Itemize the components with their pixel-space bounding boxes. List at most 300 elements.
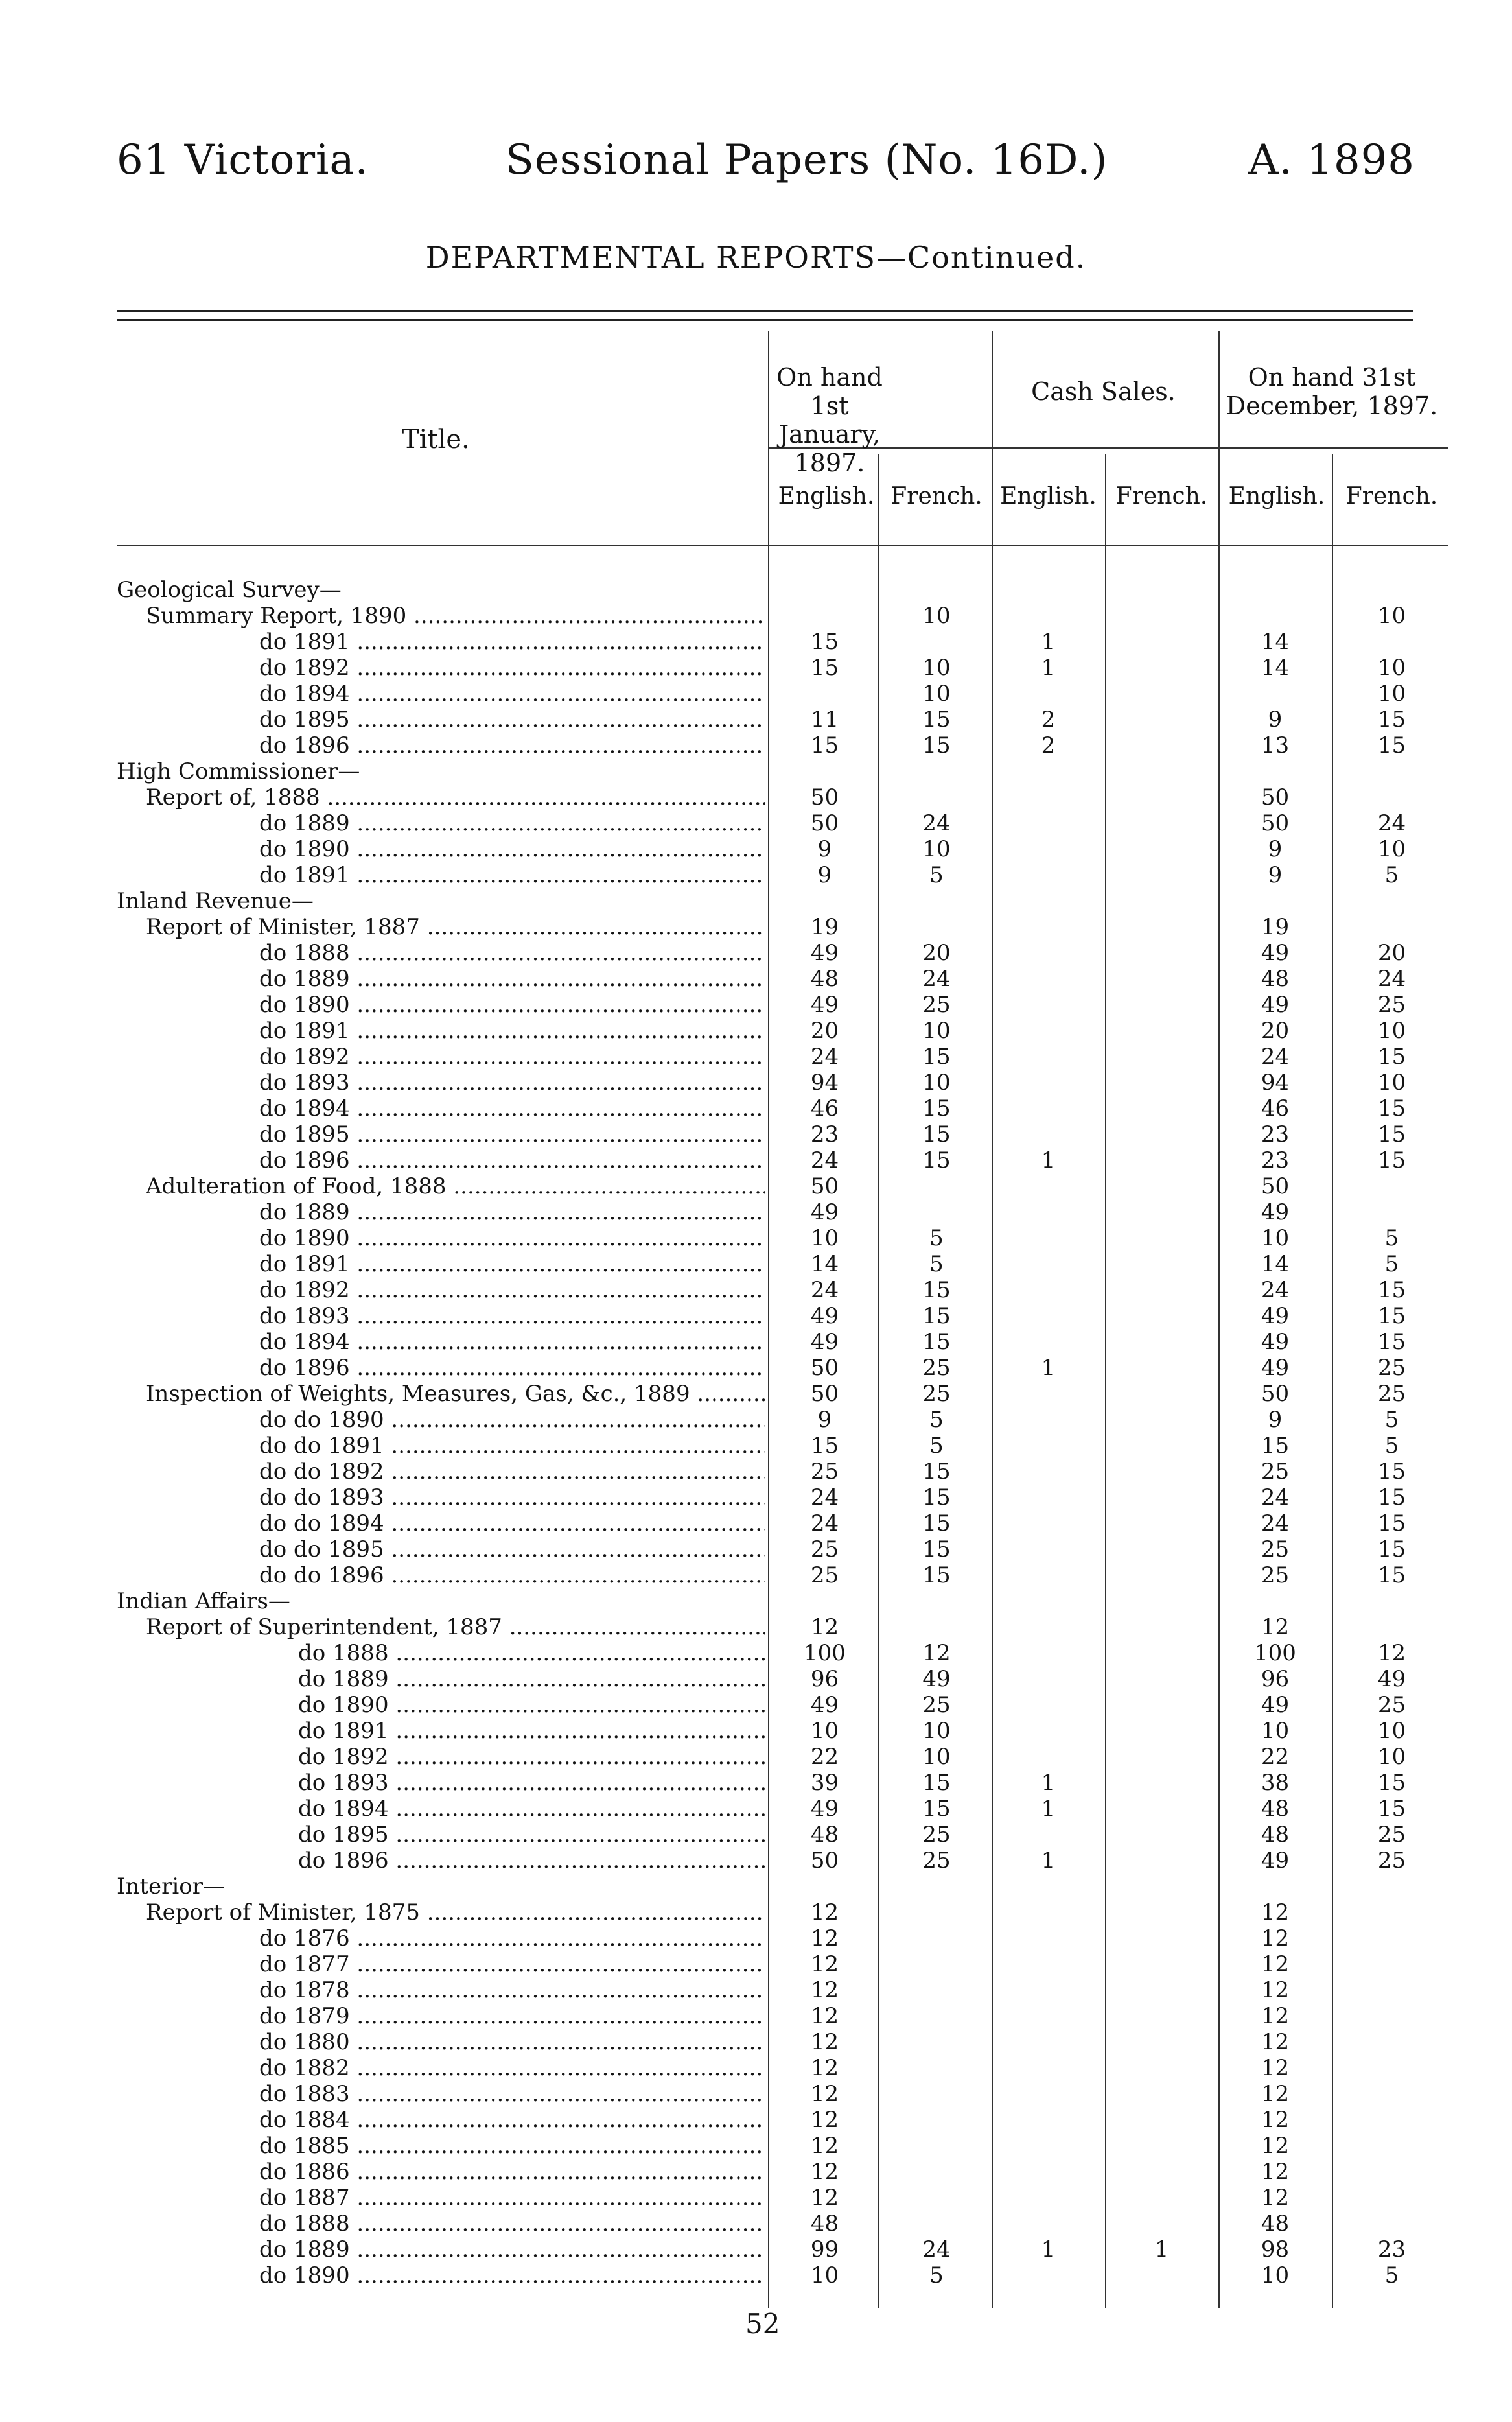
- table-row: [117, 888, 1413, 914]
- table-cell: 15: [1377, 1796, 1406, 1822]
- table-cell: 10: [1261, 2263, 1290, 2288]
- table-cell: 48: [1261, 1822, 1290, 1848]
- table-cell: 48: [1261, 966, 1290, 992]
- table-row: [117, 1199, 1413, 1225]
- report-title: do 1894 .....: [259, 1096, 765, 1122]
- table-cell: 24: [1261, 1044, 1290, 1070]
- table-row: [117, 733, 1413, 758]
- report-title: do 1891 .....: [298, 1718, 765, 1744]
- table-cell: 25: [922, 1692, 951, 1718]
- report-title: do 1889 .....: [259, 2237, 765, 2263]
- table-cell: 24: [1261, 1485, 1290, 1511]
- report-title: do 1890 .....: [259, 836, 765, 862]
- table-cell: 10: [922, 1018, 951, 1044]
- report-title: do 1888 .....: [298, 1640, 765, 1666]
- table-row: [117, 1407, 1413, 1433]
- table-cell: 12: [1261, 2159, 1290, 2185]
- table-cell: 9: [817, 862, 832, 888]
- table-cell: 10: [922, 655, 951, 681]
- table-cell: 12: [1261, 1899, 1290, 1925]
- table-cell: 25: [922, 1355, 951, 1381]
- table-cell: 50: [810, 1381, 839, 1407]
- table-cell: 15: [1377, 707, 1406, 733]
- table-cell: 5: [1384, 1225, 1399, 1251]
- table-row: [117, 1277, 1413, 1303]
- table-cell: 14: [1261, 629, 1290, 655]
- table-cell: 50: [810, 810, 839, 836]
- table-cell: 25: [922, 1848, 951, 1874]
- table-cell: 25: [1377, 1692, 1406, 1718]
- table-cell: 49: [810, 1303, 839, 1329]
- table-cell: 1: [1041, 629, 1056, 655]
- table-cell: 1: [1041, 1770, 1056, 1796]
- report-title: do 1891 .....: [259, 1018, 765, 1044]
- table-row: [117, 1070, 1413, 1096]
- table-cell: 100: [804, 1640, 846, 1666]
- table-row: [117, 1485, 1413, 1511]
- table-cell: 50: [1261, 1381, 1290, 1407]
- sub-french-2: French.: [1115, 483, 1208, 510]
- table-cell: 25: [922, 1822, 951, 1848]
- top-rule: [117, 310, 1413, 312]
- table-cell: 12: [810, 1977, 839, 2003]
- table-cell: 49: [1261, 992, 1290, 1018]
- table-cell: 10: [922, 1070, 951, 1096]
- table-cell: 15: [922, 1459, 951, 1485]
- table-cell: 5: [929, 1407, 944, 1433]
- table-row: [117, 1329, 1413, 1355]
- table-row: [117, 1251, 1413, 1277]
- report-title: do 1890 .....: [259, 2263, 765, 2288]
- table-row: [117, 707, 1413, 733]
- table-cell: 96: [1261, 1666, 1290, 1692]
- table-row: [117, 655, 1413, 681]
- table-cell: 15: [810, 629, 839, 655]
- table-cell: 15: [1377, 1303, 1406, 1329]
- table-cell: 10: [1377, 603, 1406, 629]
- table-row: [117, 992, 1413, 1018]
- report-title: do 1890 .....: [259, 1225, 765, 1251]
- table-cell: 48: [810, 1822, 839, 1848]
- report-title: do 1892 .....: [298, 1744, 765, 1770]
- table-cell: 24: [922, 2237, 951, 2263]
- table-cell: 5: [1384, 1251, 1399, 1277]
- table-row: [117, 2081, 1413, 2107]
- table-cell: 12: [810, 2003, 839, 2029]
- table-cell: 13: [1261, 733, 1290, 758]
- table-row: [117, 914, 1413, 940]
- table-cell: 5: [1384, 1407, 1399, 1433]
- table-cell: 25: [1377, 992, 1406, 1018]
- table-row: [117, 1744, 1413, 1770]
- table-cell: 12: [1261, 1977, 1290, 2003]
- report-title: do 1890 .....: [259, 992, 765, 1018]
- table-cell: 15: [922, 1511, 951, 1536]
- table-cell: 99: [810, 2237, 839, 2263]
- section-heading: High Commissioner—: [117, 758, 360, 784]
- table-cell: 5: [929, 1433, 944, 1459]
- table-cell: 12: [810, 2029, 839, 2055]
- table-cell: 12: [1261, 2133, 1290, 2159]
- section-heading: Indian Affairs—: [117, 1588, 290, 1614]
- table-cell: 19: [810, 914, 839, 940]
- table-cell: 5: [1384, 2263, 1399, 2288]
- table-cell: 15: [1377, 1485, 1406, 1511]
- table-cell: 10: [922, 603, 951, 629]
- table-cell: 24: [810, 1147, 839, 1173]
- table-row: [117, 1147, 1413, 1173]
- table-cell: 14: [810, 1251, 839, 1277]
- table-cell: 12: [810, 2133, 839, 2159]
- table-cell: 15: [922, 1044, 951, 1070]
- table-cell: 25: [922, 1381, 951, 1407]
- table-cell: 9: [1268, 836, 1283, 862]
- table-cell: 15: [1377, 1147, 1406, 1173]
- table-cell: 14: [1261, 655, 1290, 681]
- report-title: Report of Superintendent, 1887 .....: [146, 1614, 765, 1640]
- table-cell: 12: [1261, 2029, 1290, 2055]
- table-row: [117, 1018, 1413, 1044]
- table-cell: 15: [1377, 733, 1406, 758]
- table-cell: 15: [922, 733, 951, 758]
- report-title: do 1889 .....: [259, 966, 765, 992]
- table-cell: 20: [1377, 940, 1406, 966]
- table-cell: 12: [1261, 2003, 1290, 2029]
- table-cell: 48: [1261, 2211, 1290, 2237]
- table-cell: 23: [1261, 1147, 1290, 1173]
- report-title: do 1889 .....: [259, 1199, 765, 1225]
- table-cell: 14: [1261, 1251, 1290, 1277]
- table-row: [117, 1433, 1413, 1459]
- page-number: 52: [745, 2308, 780, 2340]
- table-cell: 49: [1377, 1666, 1406, 1692]
- table-cell: 15: [922, 1303, 951, 1329]
- table-row: [117, 1225, 1413, 1251]
- col-on-hand-31st: On hand 31st December, 1897.: [1226, 363, 1438, 420]
- table-cell: 5: [929, 1225, 944, 1251]
- table-row: [117, 1899, 1413, 1925]
- table-cell: 12: [1261, 2055, 1290, 2081]
- table-cell: 15: [922, 1536, 951, 1562]
- table-cell: 49: [1261, 1199, 1290, 1225]
- table-cell: 15: [810, 655, 839, 681]
- table-cell: 50: [810, 1848, 839, 1874]
- table-cell: 15: [1377, 1562, 1406, 1588]
- table-cell: 12: [810, 2055, 839, 2081]
- report-title: do 1879 .....: [259, 2003, 765, 2029]
- table-cell: 12: [922, 1640, 951, 1666]
- table-cell: 2: [1041, 733, 1056, 758]
- report-title: do do 1896 .....: [259, 1562, 765, 1588]
- table-row: [117, 1044, 1413, 1070]
- table-cell: 25: [810, 1459, 839, 1485]
- table-cell: 10: [1377, 836, 1406, 862]
- report-title: do 1888 .....: [259, 2211, 765, 2237]
- sub-english-3: English.: [1228, 483, 1325, 510]
- table-cell: 50: [810, 1355, 839, 1381]
- col-cash-sales: Cash Sales.: [1031, 377, 1176, 406]
- table-cell: 1: [1041, 1848, 1056, 1874]
- table-cell: 50: [1261, 1173, 1290, 1199]
- table-cell: 15: [810, 1433, 839, 1459]
- table-cell: 10: [1377, 1070, 1406, 1096]
- table-cell: 25: [1377, 1355, 1406, 1381]
- report-title: do 1882 .....: [259, 2055, 765, 2081]
- table-cell: 24: [810, 1277, 839, 1303]
- header-session: 61 Victoria.: [117, 136, 369, 184]
- table-cell: 24: [810, 1485, 839, 1511]
- report-title: do 1893 .....: [259, 1303, 765, 1329]
- report-title: do 1896 .....: [259, 1147, 765, 1173]
- table-row: [117, 1459, 1413, 1485]
- table-cell: 12: [1261, 1614, 1290, 1640]
- table-cell: 10: [1261, 1225, 1290, 1251]
- table-cell: 23: [1377, 2237, 1406, 2263]
- report-title: do 1888 .....: [259, 940, 765, 966]
- table-cell: 24: [810, 1511, 839, 1536]
- report-title: do 1895 .....: [259, 707, 765, 733]
- table-cell: 15: [922, 1096, 951, 1122]
- table-cell: 15: [810, 733, 839, 758]
- table-cell: 12: [1261, 2081, 1290, 2107]
- table-cell: 25: [1261, 1459, 1290, 1485]
- table-row: [117, 836, 1413, 862]
- table-cell: 25: [1261, 1536, 1290, 1562]
- table-cell: 49: [810, 940, 839, 966]
- report-title: do 1894 .....: [298, 1796, 765, 1822]
- table-row: [117, 2159, 1413, 2185]
- header-title: Sessional Papers (No. 16D.): [506, 136, 1108, 184]
- header-year: A. 1898: [1248, 136, 1415, 184]
- table-row: [117, 2211, 1413, 2237]
- report-title: do 1886 .....: [259, 2159, 765, 2185]
- table-cell: 5: [1384, 1433, 1399, 1459]
- table-cell: 39: [810, 1770, 839, 1796]
- report-title: do 1884 .....: [259, 2107, 765, 2133]
- table-cell: 10: [922, 1744, 951, 1770]
- table-cell: 12: [1261, 2185, 1290, 2211]
- report-title: Report of Minister, 1875 .....: [146, 1899, 765, 1925]
- table-cell: 12: [810, 2185, 839, 2211]
- table-row: [117, 2107, 1413, 2133]
- report-title: Inspection of Weights, Measures, Gas, &c., 1889 .....: [146, 1381, 765, 1407]
- table-cell: 38: [1261, 1770, 1290, 1796]
- table-cell: 25: [810, 1562, 839, 1588]
- table-cell: 9: [1268, 1407, 1283, 1433]
- table-row: [117, 1848, 1413, 1874]
- table-cell: 15: [1377, 1536, 1406, 1562]
- table-row: [117, 1925, 1413, 1951]
- table-cell: 1: [1041, 1796, 1056, 1822]
- table-cell: 49: [1261, 1329, 1290, 1355]
- table-cell: 98: [1261, 2237, 1290, 2263]
- table-cell: 1: [1041, 1147, 1056, 1173]
- table-cell: 20: [922, 940, 951, 966]
- table-row: [117, 1562, 1413, 1588]
- report-title: do 1891 .....: [259, 862, 765, 888]
- table-row: [117, 1536, 1413, 1562]
- table-cell: 10: [810, 1225, 839, 1251]
- table-cell: 10: [810, 2263, 839, 2288]
- table-cell: 10: [810, 1718, 839, 1744]
- table-cell: 9: [1268, 862, 1283, 888]
- table-cell: 24: [810, 1044, 839, 1070]
- table-cell: 24: [1377, 810, 1406, 836]
- report-title: do do 1890 .....: [259, 1407, 765, 1433]
- table-cell: 25: [922, 992, 951, 1018]
- table-cell: 94: [1261, 1070, 1290, 1096]
- table-cell: 25: [1377, 1381, 1406, 1407]
- table-row: [117, 2237, 1413, 2263]
- table-cell: 46: [1261, 1096, 1290, 1122]
- table-cell: 25: [1261, 1562, 1290, 1588]
- table-cell: 12: [1261, 2107, 1290, 2133]
- table-cell: 15: [1377, 1277, 1406, 1303]
- table-cell: 48: [1261, 1796, 1290, 1822]
- table-cell: 10: [922, 1718, 951, 1744]
- table-cell: 11: [810, 707, 839, 733]
- table-cell: 12: [810, 1614, 839, 1640]
- table-cell: 10: [922, 836, 951, 862]
- report-title: do 1878 .....: [259, 1977, 765, 2003]
- table-cell: 9: [817, 1407, 832, 1433]
- report-title: Report of, 1888 .....: [146, 784, 765, 810]
- table-cell: 5: [929, 1251, 944, 1277]
- table-cell: 10: [1377, 1018, 1406, 1044]
- table-cell: 12: [1261, 1951, 1290, 1977]
- report-title: do 1895 .....: [259, 1122, 765, 1147]
- table-row: [117, 1692, 1413, 1718]
- table-cell: 15: [922, 1485, 951, 1511]
- report-title: do 1892 .....: [259, 1044, 765, 1070]
- table-cell: 15: [1377, 1770, 1406, 1796]
- report-title: do do 1892 .....: [259, 1459, 765, 1485]
- table-cell: 2: [1041, 707, 1056, 733]
- table-row: [117, 2055, 1413, 2081]
- top-rule-2: [117, 319, 1413, 321]
- table-row: [117, 810, 1413, 836]
- table-row: [117, 1511, 1413, 1536]
- table-cell: 49: [1261, 940, 1290, 966]
- table-row: [117, 577, 1413, 603]
- table-row: [117, 1951, 1413, 1977]
- table-cell: 10: [922, 681, 951, 707]
- table-cell: 15: [1377, 1044, 1406, 1070]
- table-row: [117, 1874, 1413, 1899]
- table-row: [117, 603, 1413, 629]
- report-title: do 1895 .....: [298, 1822, 765, 1848]
- table-cell: 10: [1261, 1718, 1290, 1744]
- table-row: [117, 940, 1413, 966]
- table-cell: 5: [1384, 862, 1399, 888]
- table-row: [117, 758, 1413, 784]
- section-heading: Geological Survey—: [117, 577, 342, 603]
- report-title: do 1894 .....: [259, 1329, 765, 1355]
- table-row: [117, 1614, 1413, 1640]
- table-cell: 48: [810, 2211, 839, 2237]
- table-row: [117, 1122, 1413, 1147]
- report-title: do 1891 .....: [259, 629, 765, 655]
- table-cell: 24: [1261, 1277, 1290, 1303]
- table-cell: 1: [1041, 1355, 1056, 1381]
- sub-french-3: French.: [1345, 483, 1438, 510]
- table-cell: 94: [810, 1070, 839, 1096]
- table-cell: 12: [810, 2159, 839, 2185]
- table-cell: 49: [810, 1692, 839, 1718]
- table-cell: 96: [810, 1666, 839, 1692]
- table-cell: 22: [810, 1744, 839, 1770]
- table-cell: 1: [1041, 2237, 1056, 2263]
- report-title: do 1896 .....: [259, 733, 765, 758]
- table-cell: 24: [922, 810, 951, 836]
- table-row: [117, 862, 1413, 888]
- report-title: do 1892 .....: [259, 1277, 765, 1303]
- table-row: [117, 1303, 1413, 1329]
- table-cell: 50: [1261, 810, 1290, 836]
- table-row: [117, 1666, 1413, 1692]
- col-title: Title.: [402, 425, 470, 454]
- table-cell: 9: [817, 836, 832, 862]
- table-cell: 15: [922, 1122, 951, 1147]
- table-cell: 50: [810, 1173, 839, 1199]
- hline-header-bottom: [117, 545, 1448, 546]
- table-cell: 10: [1377, 1718, 1406, 1744]
- table-cell: 15: [1377, 1511, 1406, 1536]
- table-cell: 15: [1377, 1459, 1406, 1485]
- report-title: do 1889 .....: [259, 810, 765, 836]
- table-cell: 15: [922, 1147, 951, 1173]
- report-title: do 1894 .....: [259, 681, 765, 707]
- table-cell: 15: [922, 1796, 951, 1822]
- report-title: do 1896 .....: [259, 1355, 765, 1381]
- section-heading: Inland Revenue—: [117, 888, 314, 914]
- table-cell: 49: [1261, 1355, 1290, 1381]
- table-cell: 12: [1377, 1640, 1406, 1666]
- report-title: do 1893 .....: [259, 1070, 765, 1096]
- table-cell: 15: [922, 707, 951, 733]
- table-row: [117, 2133, 1413, 2159]
- sub-english-1: English.: [778, 483, 875, 510]
- table-cell: 24: [1377, 966, 1406, 992]
- table-cell: 12: [810, 2081, 839, 2107]
- table-row: [117, 681, 1413, 707]
- sub-english-2: English.: [1000, 483, 1097, 510]
- table-cell: 12: [810, 2107, 839, 2133]
- report-title: do 1891 .....: [259, 1251, 765, 1277]
- report-title: do 1876 .....: [259, 1925, 765, 1951]
- table-cell: 49: [810, 1199, 839, 1225]
- table-row: [117, 1977, 1413, 2003]
- table-cell: 5: [929, 862, 944, 888]
- table-row: [117, 1096, 1413, 1122]
- report-title: do 1877 .....: [259, 1951, 765, 1977]
- page-subtitle: DEPARTMENTAL REPORTS—Continued.: [425, 240, 1087, 275]
- report-title: do 1892 .....: [259, 655, 765, 681]
- table-cell: 24: [1261, 1511, 1290, 1536]
- table-row: [117, 2029, 1413, 2055]
- report-title: do 1887 .....: [259, 2185, 765, 2211]
- table-cell: 23: [810, 1122, 839, 1147]
- table-cell: 19: [1261, 914, 1290, 940]
- table-cell: 24: [922, 966, 951, 992]
- table-cell: 1: [1041, 655, 1056, 681]
- table-row: [117, 2003, 1413, 2029]
- table-cell: 12: [810, 1899, 839, 1925]
- table-cell: 15: [1377, 1096, 1406, 1122]
- table-cell: 48: [810, 966, 839, 992]
- report-title: do 1889 .....: [298, 1666, 765, 1692]
- report-title: do 1893 .....: [298, 1770, 765, 1796]
